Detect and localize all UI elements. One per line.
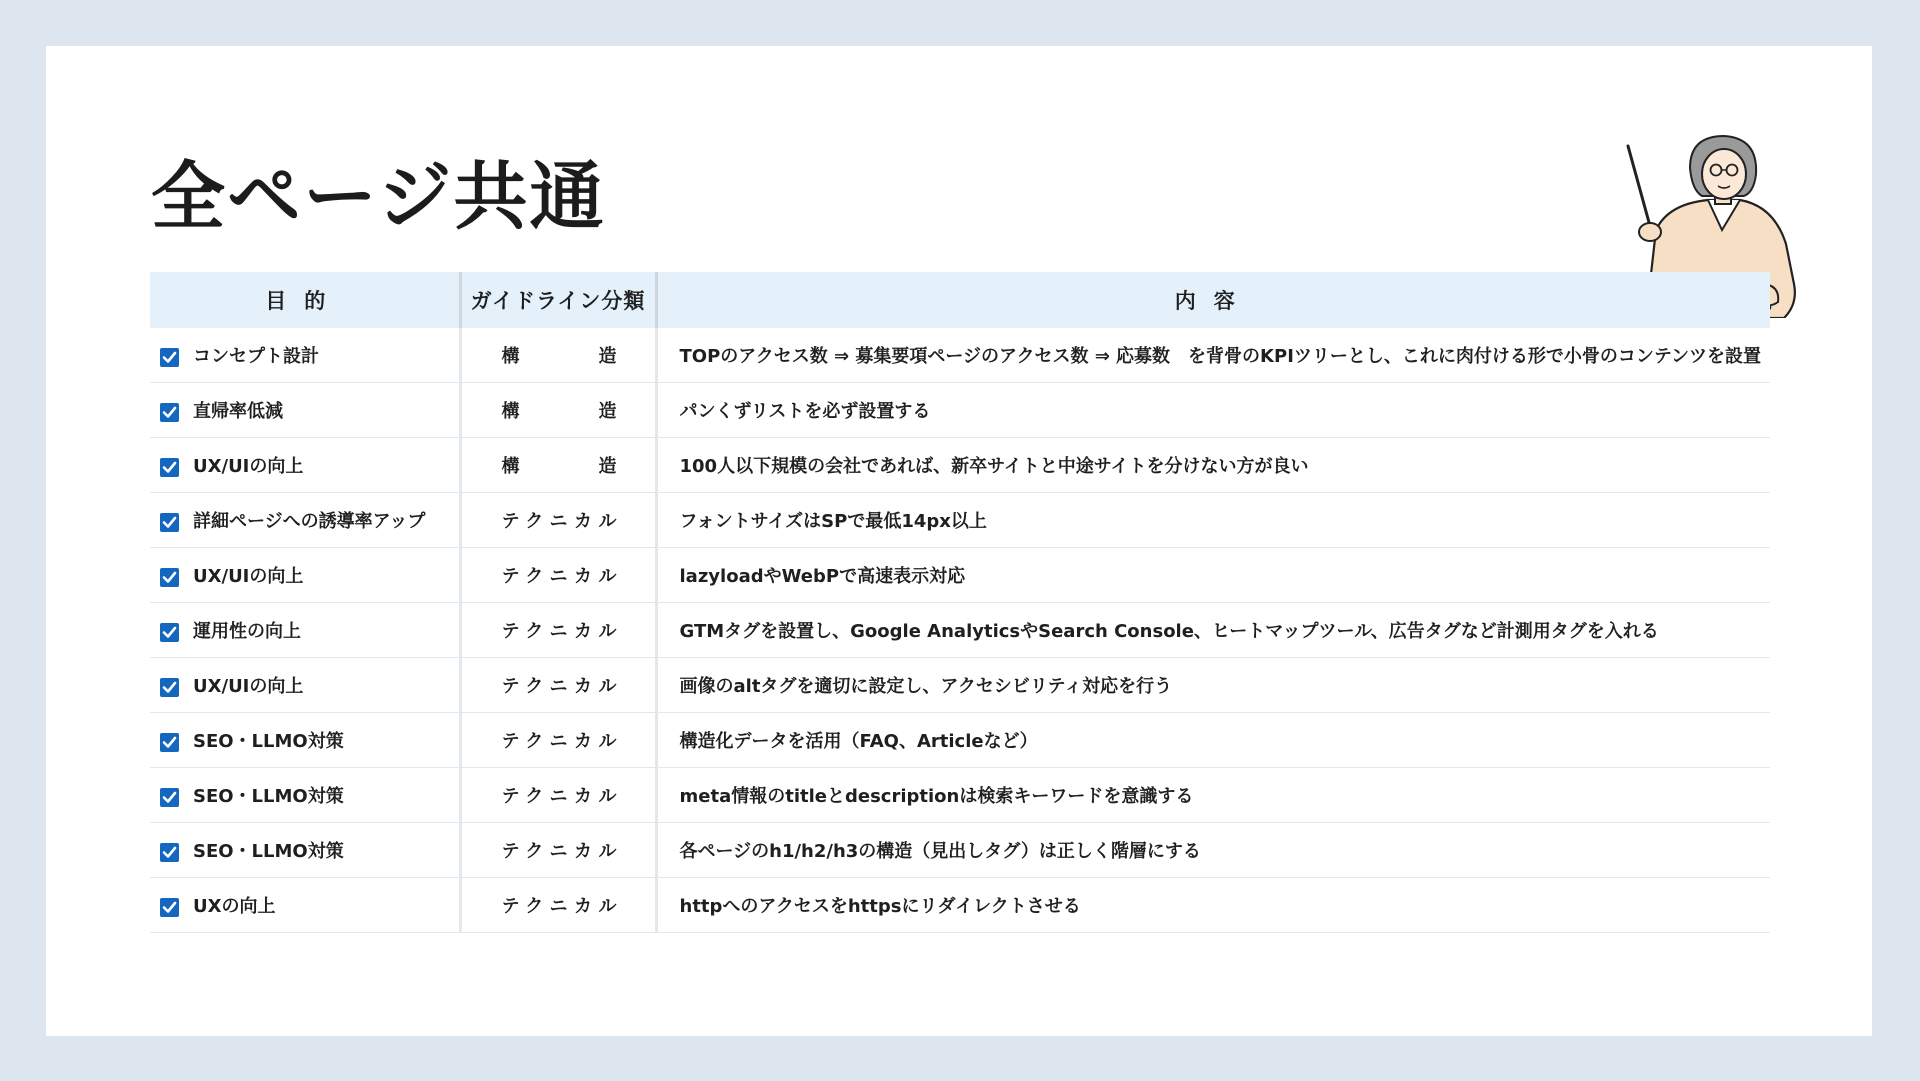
purpose-text: SEO・LLMO対策: [193, 841, 344, 862]
classification-text: テクニカル: [501, 731, 617, 752]
checkmark-icon: [162, 460, 177, 475]
purpose-cell: [150, 493, 460, 548]
purpose-text: UXの向上: [193, 896, 276, 917]
purpose-cell: [150, 328, 460, 383]
purpose-cell: [150, 438, 460, 493]
content-text: 画像のaltタグを適切に設定し、アクセシビリティ対応を行う: [679, 676, 1173, 697]
slide-card: [46, 46, 1872, 1036]
table-row: [150, 878, 1770, 933]
content-cell: [656, 328, 1770, 383]
table-row: [150, 383, 1770, 438]
checkmark-icon: [162, 900, 177, 915]
content-cell: [656, 823, 1770, 878]
purpose-cell: [150, 603, 460, 658]
classification-text: テクニカル: [501, 566, 617, 587]
purpose-text: UX/UIの向上: [193, 566, 304, 587]
table-row: [150, 328, 1770, 383]
content-text: フォントサイズはSPで最低14px以上: [679, 511, 987, 532]
content-text: meta情報のtitleとdescriptionは検索キーワードを意識する: [679, 786, 1194, 807]
checkbox-checked[interactable]: [160, 843, 179, 862]
table-row: [150, 438, 1770, 493]
checkmark-icon: [162, 515, 177, 530]
table-row: [150, 603, 1770, 658]
content-cell: [656, 878, 1770, 933]
classification-text: テクニカル: [501, 621, 617, 642]
content-text: lazyloadやWebPで高速表示対応: [679, 566, 966, 587]
classification-cell: [460, 328, 656, 383]
purpose-text: UX/UIの向上: [193, 456, 304, 477]
purpose-text: 運用性の向上: [193, 621, 301, 642]
content-text: 100人以下規模の会社であれば、新卒サイトと中途サイトを分けない方が良い: [679, 456, 1309, 477]
checkmark-icon: [162, 625, 177, 640]
classification-text: テクニカル: [501, 786, 617, 807]
guideline-table: [150, 272, 1770, 933]
table-header-row: [150, 272, 1770, 328]
checkbox-checked[interactable]: [160, 458, 179, 477]
content-cell: [656, 603, 1770, 658]
classification-text: テクニカル: [501, 676, 617, 697]
classification-text: 構造: [501, 346, 617, 367]
checkmark-icon: [162, 350, 177, 365]
header-purpose: 目的: [150, 272, 460, 328]
classification-cell: [460, 603, 656, 658]
purpose-text: コンセプト設計: [193, 346, 319, 367]
purpose-cell: [150, 823, 460, 878]
classification-text: テクニカル: [501, 841, 617, 862]
purpose-text: SEO・LLMO対策: [193, 731, 344, 752]
checkbox-checked[interactable]: [160, 733, 179, 752]
checkbox-checked[interactable]: [160, 898, 179, 917]
checkmark-icon: [162, 845, 177, 860]
content-cell: [656, 713, 1770, 768]
purpose-text: UX/UIの向上: [193, 676, 304, 697]
purpose-cell: [150, 713, 460, 768]
checkmark-icon: [162, 790, 177, 805]
checkbox-checked[interactable]: [160, 513, 179, 532]
table-row: [150, 768, 1770, 823]
table-row: [150, 713, 1770, 768]
content-cell: [656, 438, 1770, 493]
checkbox-checked[interactable]: [160, 568, 179, 587]
checkbox-checked[interactable]: [160, 678, 179, 697]
classification-text: 構造: [501, 401, 617, 422]
classification-cell: [460, 713, 656, 768]
classification-text: テクニカル: [501, 896, 617, 917]
purpose-cell: [150, 658, 460, 713]
content-text: TOPのアクセス数 ⇒ 募集要項ページのアクセス数 ⇒ 応募数 を背骨のKPIツリーとし、これに肉付ける形で小骨のコンテンツを設置: [679, 346, 1761, 367]
header-content: 内容: [656, 272, 1770, 328]
table-row: [150, 658, 1770, 713]
purpose-cell: [150, 383, 460, 438]
table-row: [150, 548, 1770, 603]
content-cell: [656, 658, 1770, 713]
page-title: 全ページ共通: [151, 154, 606, 240]
content-cell: [656, 383, 1770, 438]
purpose-text: SEO・LLMO対策: [193, 786, 344, 807]
table-row: [150, 493, 1770, 548]
checkbox-checked[interactable]: [160, 788, 179, 807]
checkmark-icon: [162, 405, 177, 420]
classification-cell: [460, 548, 656, 603]
classification-text: 構造: [501, 456, 617, 477]
purpose-text: 直帰率低減: [193, 401, 283, 422]
purpose-cell: [150, 878, 460, 933]
content-cell: [656, 493, 1770, 548]
content-text: 構造化データを活用（FAQ、Articleなど）: [679, 731, 1038, 752]
content-text: パンくずリストを必ず設置する: [679, 401, 931, 422]
checkbox-checked[interactable]: [160, 403, 179, 422]
classification-cell: [460, 438, 656, 493]
content-text: httpへのアクセスをhttpsにリダイレクトさせる: [679, 896, 1081, 917]
purpose-text: 詳細ページへの誘導率アップ: [193, 511, 426, 532]
classification-cell: [460, 878, 656, 933]
header-classification: ガイドライン分類: [460, 272, 656, 328]
classification-cell: [460, 383, 656, 438]
checkmark-icon: [162, 680, 177, 695]
purpose-cell: [150, 548, 460, 603]
content-text: 各ページのh1/h2/h3の構造（見出しタグ）は正しく階層にする: [679, 841, 1201, 862]
purpose-cell: [150, 768, 460, 823]
classification-cell: [460, 823, 656, 878]
classification-cell: [460, 768, 656, 823]
checkmark-icon: [162, 570, 177, 585]
classification-text: テクニカル: [501, 511, 617, 532]
checkmark-icon: [162, 735, 177, 750]
checkbox-checked[interactable]: [160, 623, 179, 642]
classification-cell: [460, 658, 656, 713]
table-row: [150, 823, 1770, 878]
content-cell: [656, 548, 1770, 603]
classification-cell: [460, 493, 656, 548]
content-cell: [656, 768, 1770, 823]
content-text: GTMタグを設置し、Google AnalyticsやSearch Console、ヒートマップツール、広告タグなど計測用タグを入れる: [679, 621, 1659, 642]
checkbox-checked[interactable]: [160, 348, 179, 367]
